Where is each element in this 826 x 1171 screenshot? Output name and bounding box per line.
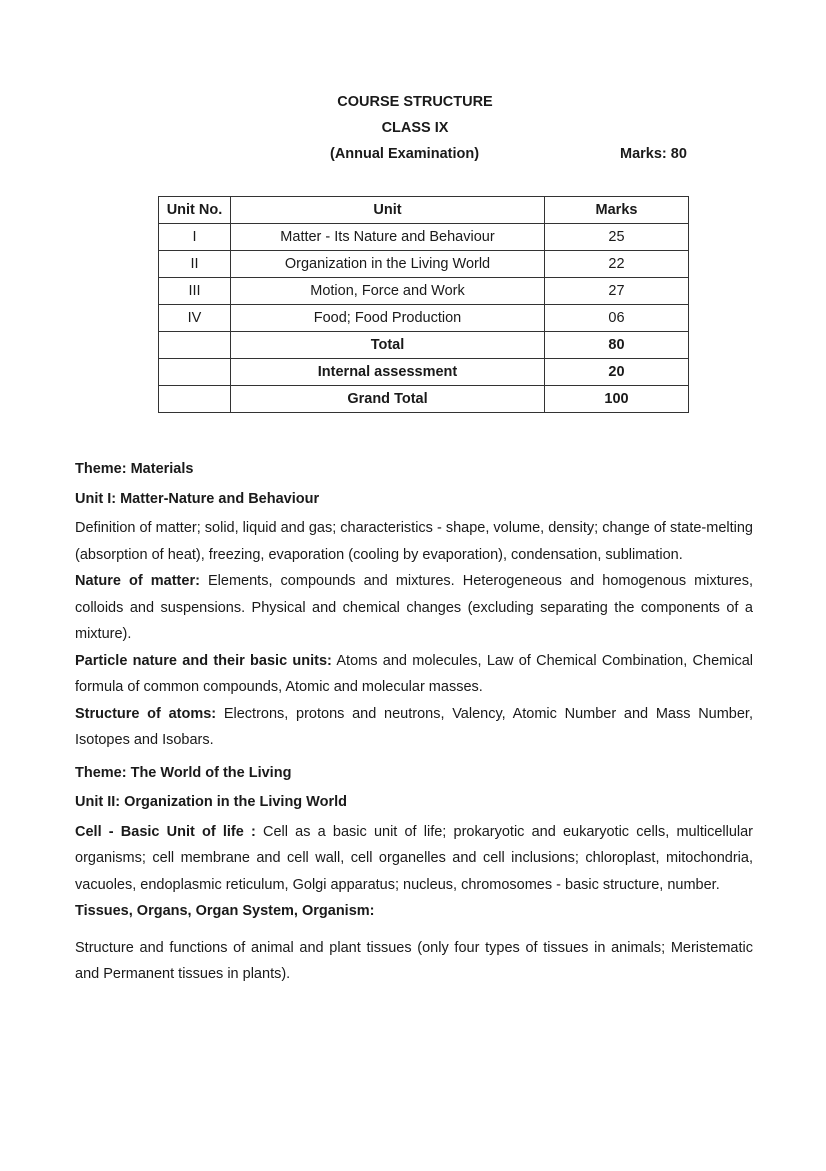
unit-name-cell: Matter - Its Nature and Behaviour bbox=[231, 224, 545, 251]
theme-living-heading: Theme: The World of the Living bbox=[75, 764, 292, 781]
grand-total-value: 100 bbox=[545, 386, 689, 413]
syllabus-content bbox=[75, 456, 753, 988]
unit-no-cell: III bbox=[159, 278, 231, 305]
unit-no-cell: I bbox=[159, 224, 231, 251]
exam-heading: (Annual Examination) bbox=[330, 146, 480, 162]
unit-no-cell: II bbox=[159, 251, 231, 278]
header-unit: Unit bbox=[231, 197, 545, 224]
table-row bbox=[159, 278, 689, 305]
total-value: 80 bbox=[545, 332, 689, 359]
table-row bbox=[159, 224, 689, 251]
grand-total-row bbox=[159, 386, 689, 413]
unit1-paragraph: Definition of matter; solid, liquid and gas; characteristics - shape, volume, density; change of state-melting (absorption of heat), freezing, evaporation (cooling by evaporation), condensation, sublimation. bbox=[75, 520, 753, 563]
marks-cell: 22 bbox=[545, 251, 689, 278]
unit-name-cell: Organization in the Living World bbox=[231, 251, 545, 278]
marks-cell: 06 bbox=[545, 305, 689, 332]
marks-cell: 25 bbox=[545, 224, 689, 251]
unit-name-cell: Food; Food Production bbox=[231, 305, 545, 332]
unit1-heading: Unit I: Matter-Nature and Behaviour bbox=[75, 490, 320, 507]
particle-nature-text: Atoms and molecules, Law of Chemical Combination, Chemical formula of common compounds, Atomic and molecular masses. bbox=[75, 652, 753, 695]
theme-materials-heading: Theme: Materials bbox=[75, 461, 194, 477]
structure-of-atoms-paragraph bbox=[75, 701, 753, 754]
total-label: Total bbox=[231, 332, 545, 359]
nature-of-matter-label: Nature of matter: bbox=[75, 573, 200, 589]
unit-no-cell bbox=[159, 332, 231, 359]
header-unit-no: Unit No. bbox=[159, 197, 231, 224]
page-title: COURSE STRUCTURE bbox=[337, 94, 493, 110]
cell-label: Cell - Basic Unit of life : bbox=[75, 823, 256, 840]
cell-paragraph bbox=[75, 819, 753, 899]
grand-total-label: Grand Total bbox=[231, 386, 545, 413]
table-header-row bbox=[159, 197, 689, 224]
units-table bbox=[158, 196, 689, 413]
unit2-heading: Unit II: Organization in the Living World bbox=[75, 794, 347, 810]
total-marks: Marks: 80 bbox=[620, 146, 687, 162]
internal-assessment-label: Internal assessment bbox=[231, 359, 545, 386]
nature-of-matter-text: Elements, compounds and mixtures. Heterogeneous and homogenous mixtures, colloids and suspensions. Physical and chemical changes (excluding separating the components of a mixture). bbox=[75, 573, 753, 642]
class-heading: CLASS IX bbox=[381, 120, 449, 136]
tissues-heading: Tissues, Organs, Organ System, Organism: bbox=[75, 903, 375, 919]
internal-assessment-value: 20 bbox=[545, 359, 689, 386]
structure-of-atoms-text: Electrons, protons and neutrons, Valency, Atomic Number and Mass Number, Isotopes and Isobars. bbox=[75, 705, 753, 748]
particle-nature-label: Particle nature and their basic units: bbox=[75, 652, 332, 669]
nature-of-matter-paragraph bbox=[75, 568, 753, 648]
structure-of-atoms-label: Structure of atoms: bbox=[75, 705, 217, 722]
cell-text: Cell as a basic unit of life; prokaryotic and eukaryotic cells, multicellular organisms; cell membrane and cell wall, cell organelles and cell inclusions; chloroplast, mitochondria, vacuoles, endoplasmic reticulum, Golgi apparatus; nucleus, chromosomes - basic structure, number. bbox=[75, 823, 753, 893]
particle-nature-paragraph bbox=[75, 648, 753, 701]
unit-no-cell bbox=[159, 386, 231, 413]
unit-no-cell bbox=[159, 359, 231, 386]
unit-name-cell: Motion, Force and Work bbox=[231, 278, 545, 305]
marks-cell: 27 bbox=[545, 278, 689, 305]
table-row bbox=[159, 305, 689, 332]
tissues-paragraph: Structure and functions of animal and plant tissues (only four types of tissues in animals; Meristematic and Permanent tissues in plants). bbox=[75, 939, 753, 982]
internal-assessment-row bbox=[159, 359, 689, 386]
table-row bbox=[159, 251, 689, 278]
unit-no-cell: IV bbox=[159, 305, 231, 332]
header-marks: Marks bbox=[545, 197, 689, 224]
total-row bbox=[159, 332, 689, 359]
